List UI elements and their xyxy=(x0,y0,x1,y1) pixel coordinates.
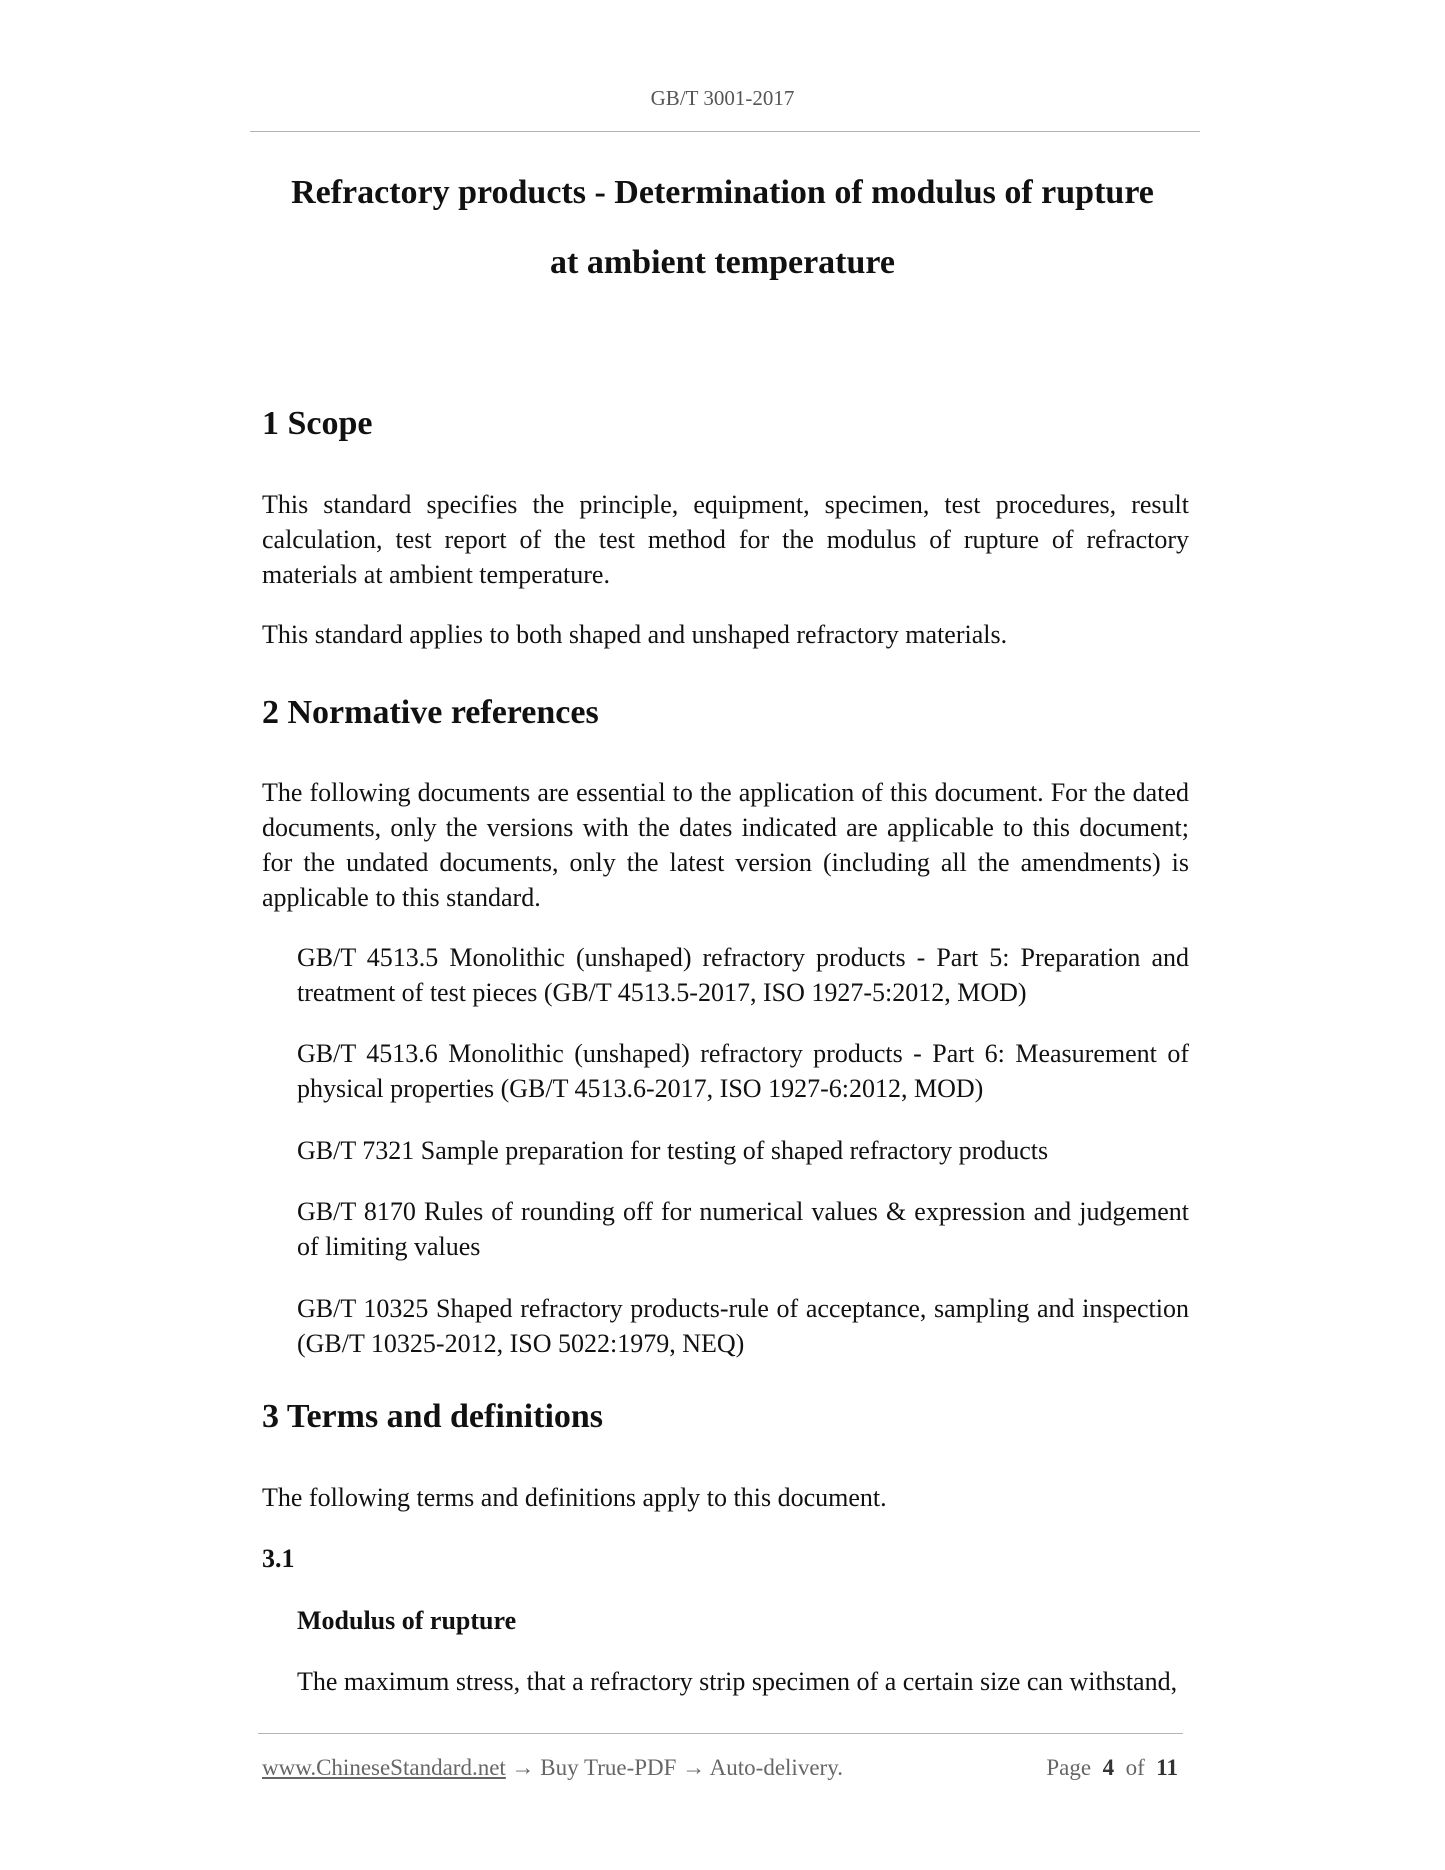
footer-divider xyxy=(258,1733,1183,1734)
scope-paragraph-2: This standard applies to both shaped and unshaped refractory materials. xyxy=(262,620,1008,649)
section-heading-normative-references: 2 Normative references xyxy=(262,694,599,731)
term-name: Modulus of rupture xyxy=(297,1606,517,1635)
scope-paragraph-1: This standard specifies the principle, equipment, specimen, test procedures, result calculation, test report of the test method for the modulus of rupture of refractory materials at ambient temperature. xyxy=(262,490,1189,589)
section-heading-scope: 1 Scope xyxy=(262,405,373,442)
arrow-right-icon: → xyxy=(682,1755,706,1780)
page-current: 4 xyxy=(1102,1755,1115,1780)
reference-item: GB/T 10325 Shaped refractory products-rule of acceptance, sampling and inspection (GB/T 10325-2012, ISO 5022:1979, NEQ) xyxy=(297,1294,1189,1358)
reference-item: GB/T 7321 Sample preparation for testing of shaped refractory products xyxy=(297,1136,1049,1165)
section-heading-terms-definitions: 3 Terms and definitions xyxy=(262,1398,604,1435)
reference-item: GB/T 4513.5 Monolithic (unshaped) refractory products - Part 5: Preparation and treatment of test pieces (GB/T 4513.5-2017, ISO 1927-5:2012, MOD) xyxy=(297,943,1189,1007)
term-number: 3.1 xyxy=(262,1544,295,1573)
header-divider xyxy=(250,131,1200,132)
terms-intro-paragraph: The following terms and definitions apply to this document. xyxy=(262,1483,887,1512)
document-id-header: GB/T 3001-2017 xyxy=(650,86,795,110)
normative-intro-paragraph: The following documents are essential to the application of this document. For the dated documents, only the versions with the dates indicated are applicable to this document; for the undated documents, only the latest version (including all the amendments) is applicable to this standard. xyxy=(262,778,1189,912)
document-title-line-2: at ambient temperature xyxy=(550,244,895,281)
site-link[interactable]: www.ChineseStandard.net xyxy=(262,1755,506,1780)
reference-item: GB/T 4513.6 Monolithic (unshaped) refractory products - Part 6: Measurement of physical properties (GB/T 4513.6-2017, ISO 1927-6:2012, MOD) xyxy=(297,1039,1189,1103)
auto-delivery-text: Auto-delivery. xyxy=(709,1755,843,1780)
document-title-line-1: Refractory products - Determination of modulus of rupture xyxy=(291,174,1154,211)
page-indicator xyxy=(1046,1755,1178,1781)
footer-links xyxy=(262,1755,843,1781)
reference-item: GB/T 8170 Rules of rounding off for numerical values & expression and judgement of limiting values xyxy=(297,1197,1189,1261)
page-total: 11 xyxy=(1156,1755,1178,1780)
term-definition: The maximum stress, that a refractory strip specimen of a certain size can withstand, xyxy=(297,1667,1178,1696)
arrow-right-icon: → xyxy=(511,1755,535,1780)
page-label: Page xyxy=(1046,1755,1092,1780)
of-label: of xyxy=(1125,1755,1145,1780)
buy-true-pdf-text: Buy True-PDF xyxy=(540,1755,677,1780)
